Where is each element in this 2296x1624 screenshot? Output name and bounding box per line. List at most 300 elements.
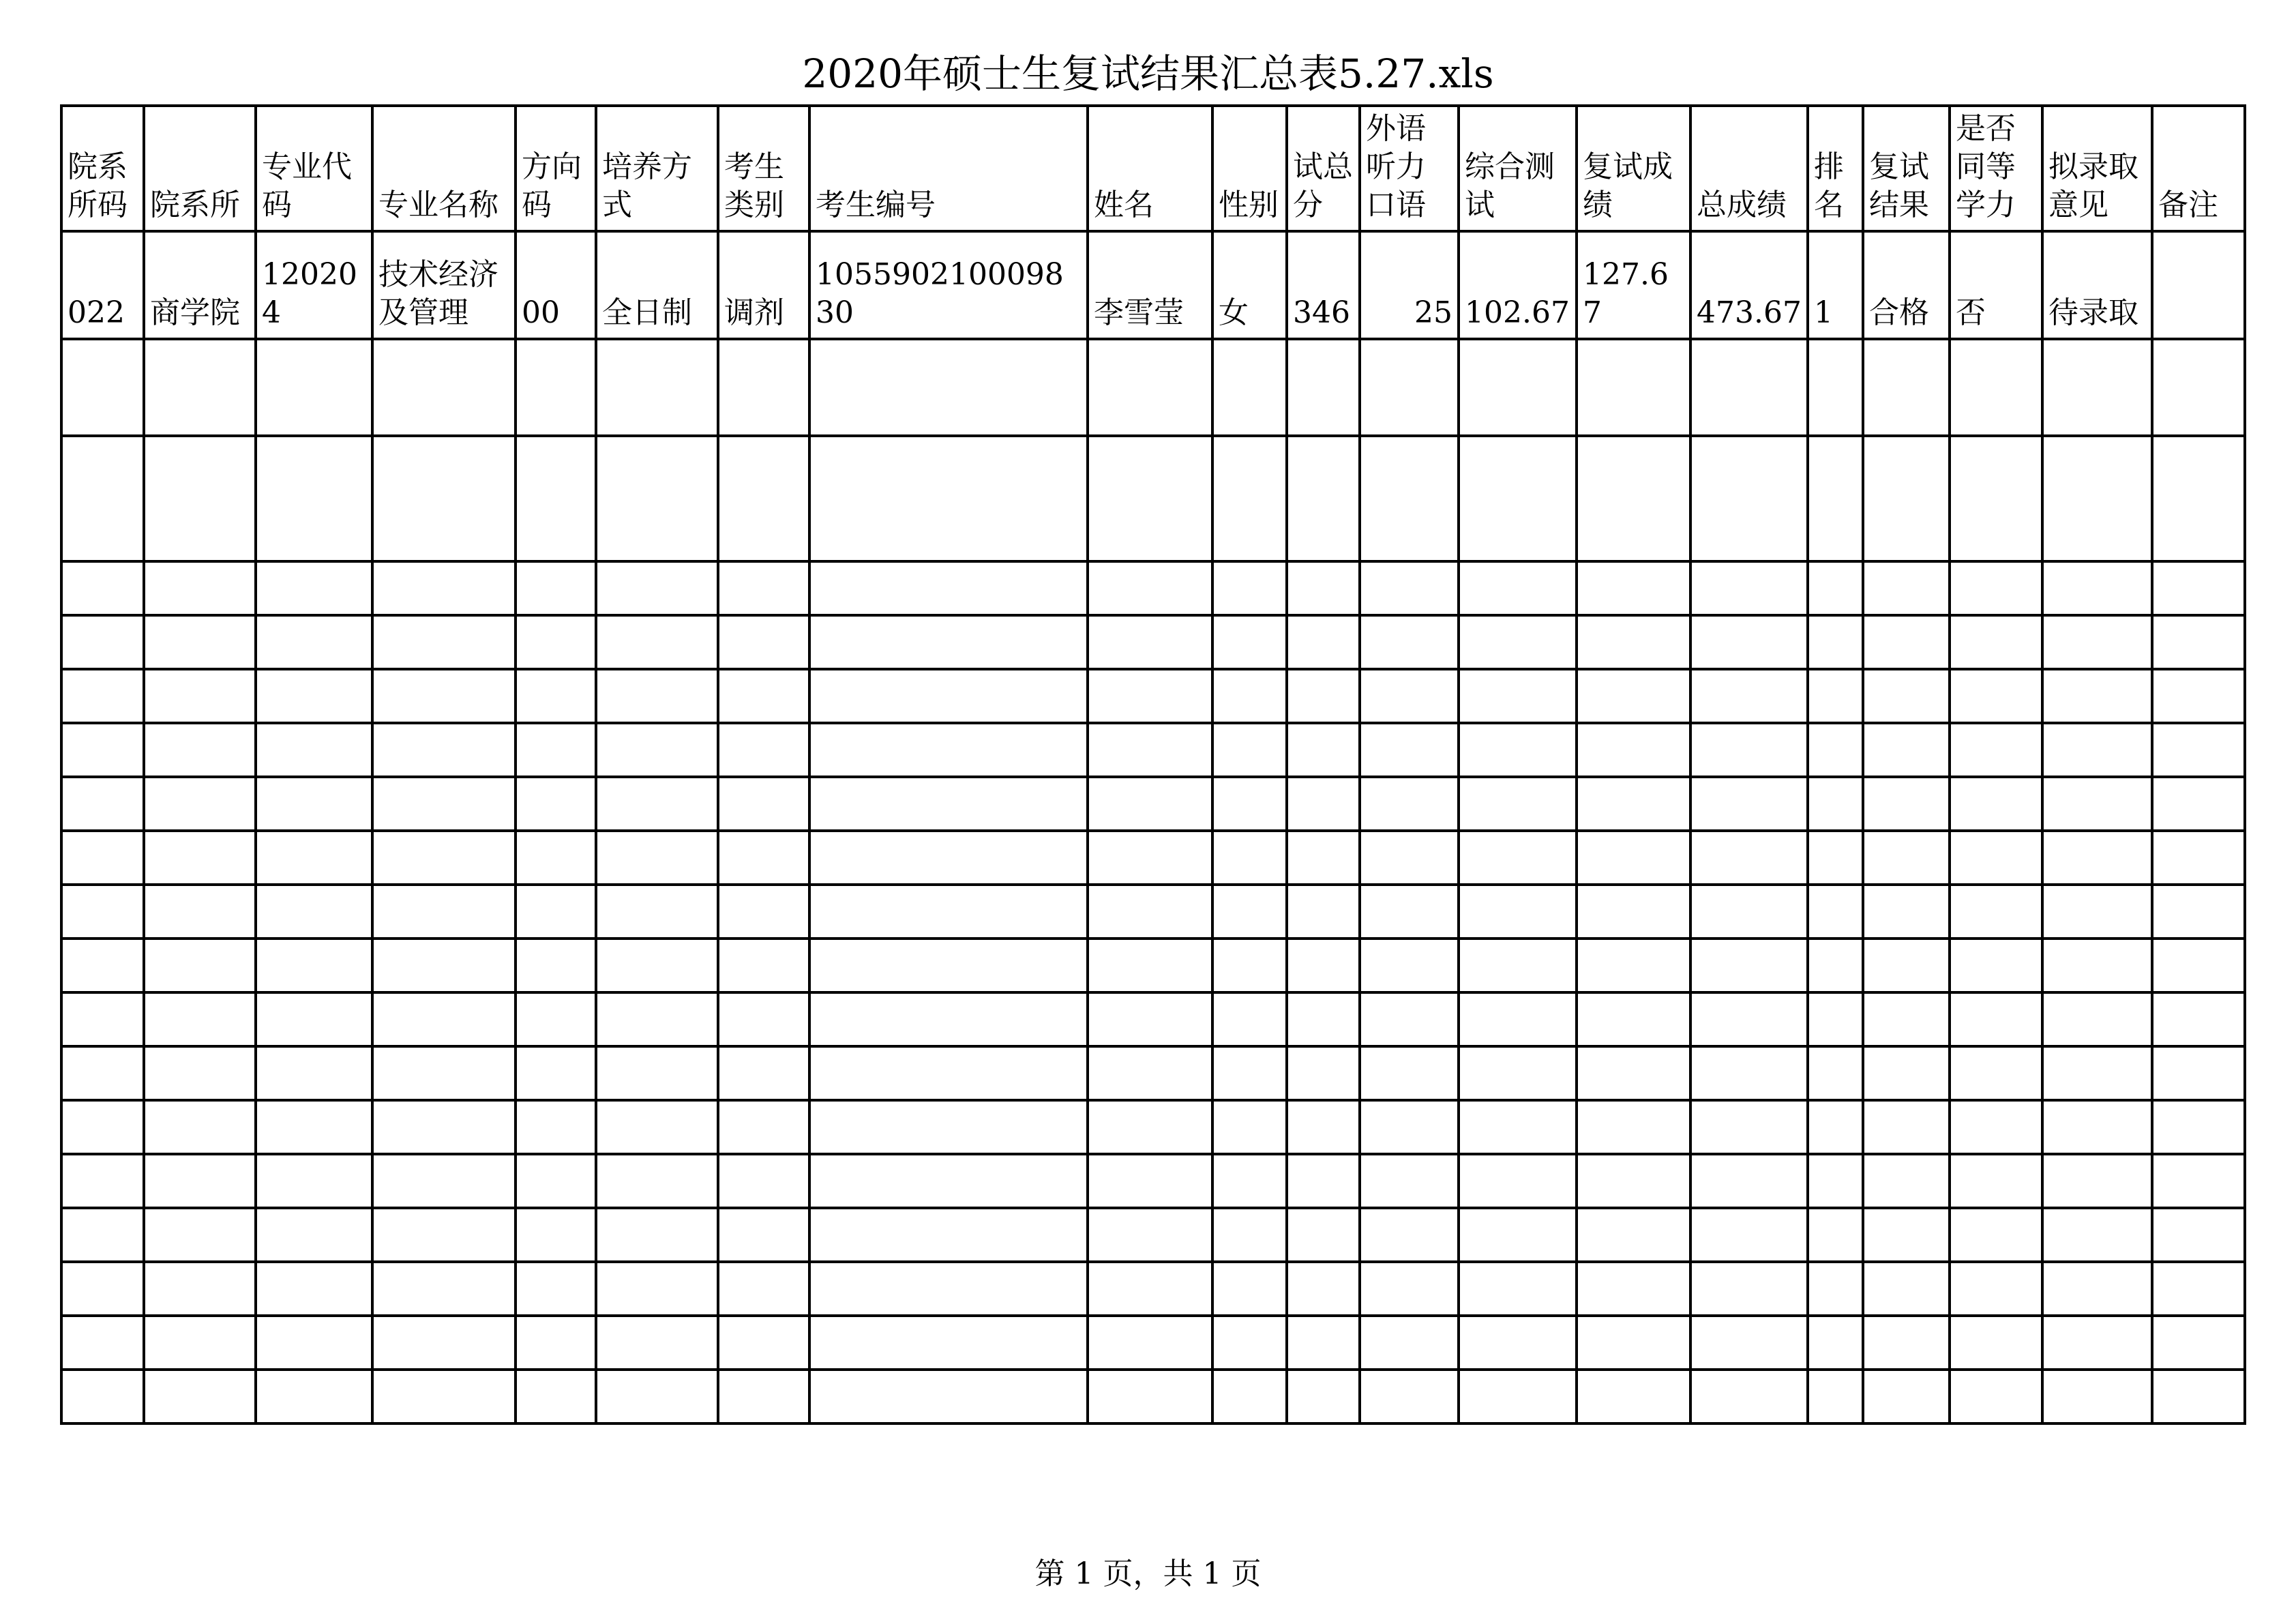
empty-cell xyxy=(1360,939,1459,992)
empty-cell xyxy=(1212,939,1287,992)
empty-cell xyxy=(1360,339,1459,436)
empty-cell xyxy=(1088,992,1212,1046)
empty-cell xyxy=(1360,436,1459,561)
empty-cell xyxy=(1088,669,1212,723)
empty-cell xyxy=(596,723,718,777)
empty-cell xyxy=(1088,561,1212,615)
header-cell: 专业名称 xyxy=(372,106,516,231)
empty-cell xyxy=(2042,1370,2152,1423)
empty-cell xyxy=(256,885,372,939)
empty-cell xyxy=(2042,723,2152,777)
empty-cell xyxy=(372,1370,516,1423)
empty-cell xyxy=(1212,436,1287,561)
empty-cell xyxy=(1577,723,1690,777)
empty-cell xyxy=(61,1208,144,1262)
empty-cell xyxy=(1459,1316,1577,1370)
empty-cell xyxy=(718,831,809,885)
empty-cell xyxy=(1287,1208,1360,1262)
empty-cell xyxy=(1212,723,1287,777)
empty-cell xyxy=(596,939,718,992)
empty-cell xyxy=(809,777,1088,831)
header-cell: 姓名 xyxy=(1088,106,1212,231)
empty-cell xyxy=(1287,939,1360,992)
empty-cell xyxy=(1459,1046,1577,1100)
empty-cell xyxy=(144,831,256,885)
empty-cell xyxy=(144,1262,256,1316)
empty-cell xyxy=(2042,561,2152,615)
empty-cell xyxy=(1459,1208,1577,1262)
empty-cell xyxy=(1287,339,1360,436)
empty-cell xyxy=(1360,615,1459,669)
empty-cell xyxy=(61,339,144,436)
empty-row xyxy=(61,1100,2245,1154)
empty-cell xyxy=(1808,1208,1863,1262)
empty-cell xyxy=(2042,1316,2152,1370)
empty-cell xyxy=(1577,615,1690,669)
empty-cell xyxy=(1360,885,1459,939)
empty-cell xyxy=(516,1370,596,1423)
empty-cell xyxy=(372,885,516,939)
empty-cell xyxy=(1287,777,1360,831)
empty-cell xyxy=(1212,992,1287,1046)
empty-cell xyxy=(372,723,516,777)
header-cell: 总成绩 xyxy=(1690,106,1808,231)
empty-cell xyxy=(144,436,256,561)
empty-cell xyxy=(1690,885,1808,939)
empty-cell xyxy=(1287,436,1360,561)
empty-cell xyxy=(61,992,144,1046)
empty-cell xyxy=(2042,436,2152,561)
empty-cell xyxy=(718,885,809,939)
retest-result-cell: 合格 xyxy=(1863,231,1950,339)
exam-total-cell: 346 xyxy=(1287,231,1360,339)
empty-cell xyxy=(1459,339,1577,436)
empty-row xyxy=(61,339,2245,436)
empty-cell xyxy=(1690,723,1808,777)
empty-cell xyxy=(2042,992,2152,1046)
header-cell: 综合测试 xyxy=(1459,106,1577,231)
empty-cell xyxy=(809,561,1088,615)
empty-cell xyxy=(1212,561,1287,615)
empty-cell xyxy=(1863,831,1950,885)
empty-cell xyxy=(516,1262,596,1316)
empty-cell xyxy=(2152,436,2245,561)
header-cell: 培养方式 xyxy=(596,106,718,231)
empty-cell xyxy=(1212,1370,1287,1423)
empty-cell xyxy=(718,436,809,561)
empty-cell xyxy=(516,885,596,939)
empty-cell xyxy=(1950,1370,2042,1423)
empty-cell xyxy=(1808,992,1863,1046)
empty-cell xyxy=(516,1154,596,1208)
dept-code-cell: 022 xyxy=(61,231,144,339)
empty-cell xyxy=(1950,669,2042,723)
empty-cell xyxy=(372,1154,516,1208)
empty-cell xyxy=(1950,1208,2042,1262)
empty-cell xyxy=(144,1154,256,1208)
gender-cell: 女 xyxy=(1212,231,1287,339)
empty-cell xyxy=(1360,669,1459,723)
empty-cell xyxy=(1088,1208,1212,1262)
empty-cell xyxy=(809,831,1088,885)
empty-cell xyxy=(1360,1370,1459,1423)
results-table xyxy=(60,104,2246,1425)
empty-cell xyxy=(372,1046,516,1100)
header-cell: 考生编号 xyxy=(809,106,1088,231)
empty-cell xyxy=(256,831,372,885)
empty-cell xyxy=(2152,1154,2245,1208)
empty-cell xyxy=(809,1208,1088,1262)
empty-cell xyxy=(256,436,372,561)
empty-cell xyxy=(372,939,516,992)
header-cell: 是否同等学力 xyxy=(1950,106,2042,231)
empty-cell xyxy=(1360,1046,1459,1100)
empty-cell xyxy=(61,939,144,992)
empty-cell xyxy=(1577,436,1690,561)
dept-cell: 商学院 xyxy=(144,231,256,339)
empty-cell xyxy=(372,831,516,885)
empty-cell xyxy=(61,1154,144,1208)
empty-cell xyxy=(516,615,596,669)
empty-cell xyxy=(144,939,256,992)
empty-cell xyxy=(1360,1100,1459,1154)
empty-cell xyxy=(1360,992,1459,1046)
empty-cell xyxy=(372,1208,516,1262)
empty-cell xyxy=(1088,1100,1212,1154)
empty-cell xyxy=(596,1316,718,1370)
empty-cell xyxy=(1287,885,1360,939)
empty-cell xyxy=(809,1046,1088,1100)
empty-cell xyxy=(1287,1046,1360,1100)
empty-cell xyxy=(1808,1316,1863,1370)
empty-cell xyxy=(1808,669,1863,723)
empty-cell xyxy=(1863,1208,1950,1262)
empty-cell xyxy=(596,1262,718,1316)
empty-cell xyxy=(256,992,372,1046)
empty-cell xyxy=(61,1262,144,1316)
empty-cell xyxy=(1459,885,1577,939)
empty-cell xyxy=(1950,723,2042,777)
empty-row xyxy=(61,939,2245,992)
empty-cell xyxy=(718,1046,809,1100)
empty-cell xyxy=(1577,1046,1690,1100)
empty-cell xyxy=(2152,1370,2245,1423)
empty-cell xyxy=(1950,885,2042,939)
empty-cell xyxy=(516,339,596,436)
empty-cell xyxy=(1360,777,1459,831)
empty-cell xyxy=(372,436,516,561)
empty-cell xyxy=(718,615,809,669)
empty-cell xyxy=(1690,561,1808,615)
empty-cell xyxy=(596,1370,718,1423)
empty-cell xyxy=(718,339,809,436)
empty-cell xyxy=(1863,669,1950,723)
empty-cell xyxy=(1360,723,1459,777)
empty-cell xyxy=(1863,561,1950,615)
empty-cell xyxy=(1808,723,1863,777)
header-cell: 院系所码 xyxy=(61,106,144,231)
empty-cell xyxy=(256,777,372,831)
empty-cell xyxy=(1459,831,1577,885)
empty-cell xyxy=(1287,831,1360,885)
empty-row xyxy=(61,777,2245,831)
empty-cell xyxy=(809,1154,1088,1208)
empty-cell xyxy=(1863,992,1950,1046)
empty-cell xyxy=(596,1100,718,1154)
empty-cell xyxy=(2152,885,2245,939)
empty-cell xyxy=(1577,1208,1690,1262)
empty-cell xyxy=(1690,1154,1808,1208)
empty-cell xyxy=(1577,1316,1690,1370)
empty-cell xyxy=(1212,1316,1287,1370)
empty-cell xyxy=(1360,831,1459,885)
empty-cell xyxy=(1950,1262,2042,1316)
empty-cell xyxy=(1950,1316,2042,1370)
empty-cell xyxy=(1863,777,1950,831)
empty-cell xyxy=(1360,1208,1459,1262)
header-cell: 方向码 xyxy=(516,106,596,231)
empty-cell xyxy=(1088,885,1212,939)
empty-cell xyxy=(809,992,1088,1046)
empty-cell xyxy=(256,615,372,669)
empty-cell xyxy=(61,615,144,669)
empty-cell xyxy=(1808,1046,1863,1100)
empty-cell xyxy=(1088,831,1212,885)
empty-cell xyxy=(596,777,718,831)
comprehensive-cell: 102.67 xyxy=(1459,231,1577,339)
empty-cell xyxy=(2042,339,2152,436)
empty-cell xyxy=(1212,1046,1287,1100)
empty-cell xyxy=(1577,561,1690,615)
empty-cell xyxy=(1459,777,1577,831)
empty-cell xyxy=(596,831,718,885)
empty-cell xyxy=(809,1262,1088,1316)
empty-cell xyxy=(2152,339,2245,436)
empty-cell xyxy=(1577,831,1690,885)
admission-cell: 待录取 xyxy=(2042,231,2152,339)
empty-cell xyxy=(2152,777,2245,831)
empty-cell xyxy=(1360,561,1459,615)
empty-cell xyxy=(1360,1316,1459,1370)
empty-cell xyxy=(1950,831,2042,885)
empty-cell xyxy=(516,436,596,561)
empty-cell xyxy=(1863,1370,1950,1423)
empty-cell xyxy=(2152,615,2245,669)
empty-row xyxy=(61,885,2245,939)
empty-cell xyxy=(372,1262,516,1316)
empty-cell xyxy=(2152,723,2245,777)
empty-cell xyxy=(1808,1370,1863,1423)
empty-cell xyxy=(1577,885,1690,939)
empty-cell xyxy=(144,561,256,615)
empty-cell xyxy=(372,339,516,436)
empty-cell xyxy=(1950,339,2042,436)
empty-cell xyxy=(2152,1100,2245,1154)
empty-cell xyxy=(1808,339,1863,436)
empty-cell xyxy=(1808,777,1863,831)
empty-cell xyxy=(596,436,718,561)
empty-cell xyxy=(1577,992,1690,1046)
empty-cell xyxy=(516,777,596,831)
empty-cell xyxy=(2042,831,2152,885)
header-cell: 考生类别 xyxy=(718,106,809,231)
empty-cell xyxy=(718,1262,809,1316)
empty-cell xyxy=(718,1154,809,1208)
empty-cell xyxy=(1577,1262,1690,1316)
empty-cell xyxy=(1950,1046,2042,1100)
empty-cell xyxy=(144,615,256,669)
empty-cell xyxy=(2152,992,2245,1046)
empty-cell xyxy=(1808,615,1863,669)
empty-cell xyxy=(1808,436,1863,561)
empty-cell xyxy=(1950,1100,2042,1154)
empty-cell xyxy=(1690,939,1808,992)
empty-cell xyxy=(256,1154,372,1208)
empty-cell xyxy=(516,669,596,723)
empty-cell xyxy=(1690,339,1808,436)
empty-cell xyxy=(144,723,256,777)
empty-cell xyxy=(718,669,809,723)
empty-cell xyxy=(516,1316,596,1370)
empty-cell xyxy=(144,1100,256,1154)
empty-cell xyxy=(516,939,596,992)
empty-cell xyxy=(1863,723,1950,777)
empty-cell xyxy=(1287,561,1360,615)
empty-cell xyxy=(1808,1154,1863,1208)
empty-cell xyxy=(144,669,256,723)
empty-cell xyxy=(596,1154,718,1208)
empty-cell xyxy=(144,777,256,831)
major-name-cell: 技术经济及管理 xyxy=(372,231,516,339)
empty-cell xyxy=(1863,615,1950,669)
oral-english-cell: 25 xyxy=(1360,231,1459,339)
empty-cell xyxy=(809,436,1088,561)
empty-cell xyxy=(2042,669,2152,723)
empty-cell xyxy=(1863,885,1950,939)
empty-cell xyxy=(256,1316,372,1370)
empty-cell xyxy=(718,1208,809,1262)
empty-cell xyxy=(1950,615,2042,669)
document-title: 2020年硕士生复试结果汇总表5.27.xls xyxy=(802,50,1494,97)
empty-cell xyxy=(372,615,516,669)
header-row xyxy=(61,106,2245,231)
empty-cell xyxy=(256,1100,372,1154)
empty-cell xyxy=(372,777,516,831)
empty-cell xyxy=(1459,615,1577,669)
empty-cell xyxy=(1950,561,2042,615)
empty-cell xyxy=(61,436,144,561)
empty-cell xyxy=(1690,1100,1808,1154)
empty-cell xyxy=(596,885,718,939)
empty-cell xyxy=(1459,939,1577,992)
empty-cell xyxy=(1088,1046,1212,1100)
empty-cell xyxy=(1863,436,1950,561)
empty-cell xyxy=(809,939,1088,992)
empty-cell xyxy=(256,1046,372,1100)
empty-cell xyxy=(256,1208,372,1262)
empty-cell xyxy=(372,1100,516,1154)
empty-row xyxy=(61,615,2245,669)
empty-cell xyxy=(1212,615,1287,669)
candidate-type-cell: 调剂 xyxy=(718,231,809,339)
empty-cell xyxy=(516,1208,596,1262)
empty-cell xyxy=(2152,561,2245,615)
empty-cell xyxy=(1690,1208,1808,1262)
empty-row xyxy=(61,669,2245,723)
empty-cell xyxy=(1287,1370,1360,1423)
header-cell: 外语听力口语 xyxy=(1360,106,1459,231)
study-mode-cell: 全日制 xyxy=(596,231,718,339)
empty-cell xyxy=(1088,615,1212,669)
empty-cell xyxy=(2042,1208,2152,1262)
empty-row xyxy=(61,1316,2245,1370)
empty-cell xyxy=(1212,669,1287,723)
empty-cell xyxy=(1088,1316,1212,1370)
empty-cell xyxy=(516,561,596,615)
empty-cell xyxy=(1808,939,1863,992)
empty-cell xyxy=(2042,1100,2152,1154)
empty-cell xyxy=(1950,777,2042,831)
empty-cell xyxy=(144,1208,256,1262)
empty-cell xyxy=(1577,777,1690,831)
empty-cell xyxy=(1690,615,1808,669)
empty-cell xyxy=(1863,1154,1950,1208)
empty-cell xyxy=(1088,777,1212,831)
empty-cell xyxy=(2152,669,2245,723)
header-cell: 性别 xyxy=(1212,106,1287,231)
empty-cell xyxy=(1088,339,1212,436)
empty-cell xyxy=(809,1316,1088,1370)
header-cell: 拟录取意见 xyxy=(2042,106,2152,231)
empty-cell xyxy=(1287,992,1360,1046)
empty-cell xyxy=(1459,723,1577,777)
empty-cell xyxy=(1088,1262,1212,1316)
empty-cell xyxy=(2152,1262,2245,1316)
empty-cell xyxy=(61,1046,144,1100)
empty-cell xyxy=(1950,436,2042,561)
empty-cell xyxy=(256,339,372,436)
empty-cell xyxy=(1212,1262,1287,1316)
empty-cell xyxy=(2042,1154,2152,1208)
empty-cell xyxy=(1459,1370,1577,1423)
header-cell: 专业代码 xyxy=(256,106,372,231)
empty-cell xyxy=(1690,777,1808,831)
equivalent-cell: 否 xyxy=(1950,231,2042,339)
empty-cell xyxy=(809,723,1088,777)
empty-cell xyxy=(1287,723,1360,777)
empty-cell xyxy=(1459,436,1577,561)
empty-cell xyxy=(2042,885,2152,939)
name-cell: 李雪莹 xyxy=(1088,231,1212,339)
empty-cell xyxy=(144,885,256,939)
empty-cell xyxy=(718,723,809,777)
empty-cell xyxy=(809,669,1088,723)
empty-cell xyxy=(2042,1262,2152,1316)
empty-cell xyxy=(372,561,516,615)
header-cell: 试总分 xyxy=(1287,106,1360,231)
empty-cell xyxy=(1690,436,1808,561)
empty-cell xyxy=(1459,669,1577,723)
empty-cell xyxy=(1360,1262,1459,1316)
empty-row xyxy=(61,1262,2245,1316)
empty-cell xyxy=(809,1370,1088,1423)
empty-cell xyxy=(2152,1316,2245,1370)
empty-cell xyxy=(144,1316,256,1370)
empty-cell xyxy=(1212,1208,1287,1262)
empty-cell xyxy=(1088,939,1212,992)
empty-cell xyxy=(516,1100,596,1154)
empty-cell xyxy=(1088,1154,1212,1208)
